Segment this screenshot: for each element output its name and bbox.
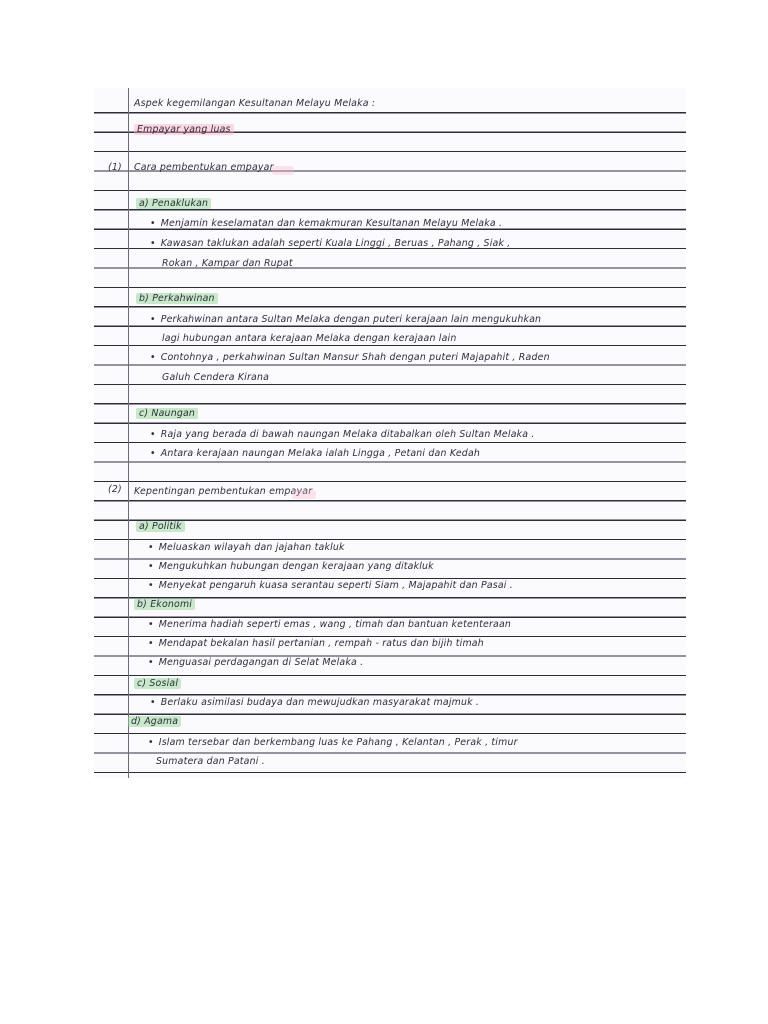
margin-line — [128, 88, 129, 778]
section-2-number: (2) — [108, 484, 122, 495]
list-item: • Islam tersebar dan berkembang luas ke Pahang , Kelantan , Perak , timur — [148, 737, 518, 749]
heading-highlight — [292, 490, 316, 499]
list-item: • Berlaku asimilasi budaya dan mewujudkan masyarakat majmuk . — [150, 697, 479, 709]
list-item: • Antara kerajaan naungan Melaka ialah Lingga , Petani dan Kedah — [150, 448, 480, 460]
list-item: • Menjamin keselamatan dan kemakmuran Kesultanan Melayu Melaka . — [150, 218, 502, 230]
section-2c-label — [134, 678, 181, 690]
list-item: • Mengukuhkan hubungan dengan kerajaan yang ditakluk — [148, 561, 434, 573]
section-2b-label — [134, 599, 195, 611]
notebook-page — [94, 88, 686, 778]
page-subtitle — [134, 124, 234, 136]
section-1c-label — [136, 408, 198, 420]
section-2-heading — [134, 486, 312, 498]
section-1a-label-text: a) Penaklukan — [136, 198, 211, 209]
list-item-continuation: Galuh Cendera Kirana — [162, 372, 270, 383]
section-2b-label-text: b) Ekonomi — [134, 599, 195, 610]
list-item: • Menyekat pengaruh kuasa serantau seperti Siam , Majapahit dan Pasai . — [148, 580, 513, 592]
list-item: • Menguasai perdagangan di Selat Melaka . — [148, 657, 363, 669]
section-2a-label — [136, 521, 185, 533]
page-title: Aspek kegemilangan Kesultanan Melayu Melaka : — [134, 98, 376, 109]
section-2c-label-text: c) Sosial — [134, 678, 181, 689]
section-1-heading-text: Cara pembentukan empayar — [134, 162, 274, 173]
section-1-heading — [134, 162, 274, 174]
section-1a-label — [136, 198, 211, 210]
section-2-heading-text: Kepentingan pembentukan empayar — [134, 486, 313, 497]
list-item: • Contohnya , perkahwinan Sultan Mansur Shah dengan puteri Majapahit , Raden — [150, 352, 550, 364]
list-item: • Perkahwinan antara Sultan Melaka dengan puteri kerajaan lain mengukuhkan — [150, 314, 541, 326]
list-item: • Meluaskan wilayah dan jajahan takluk — [148, 542, 345, 554]
section-2a-label-text: a) Politik — [136, 521, 185, 532]
section-1b-label — [136, 293, 218, 305]
section-2d-label — [128, 716, 181, 728]
list-item: • Raja yang berada di bawah naungan Melaka ditabalkan oleh Sultan Melaka . — [150, 429, 535, 441]
subtitle-text: Empayar yang luas — [134, 124, 234, 135]
list-item: • Mendapat bekalan hasil pertanian , rempah - ratus dan bijih timah — [148, 638, 484, 650]
list-item-continuation: Sumatera dan Patani . — [156, 756, 265, 767]
list-item: • Menerima hadiah seperti emas , wang , timah dan bantuan ketenteraan — [148, 619, 511, 631]
list-item-continuation: Rokan , Kampar dan Rupat — [162, 258, 293, 269]
section-2d-label-text: d) Agama — [128, 716, 181, 727]
section-1b-label-text: b) Perkahwinan — [136, 293, 218, 304]
list-item-continuation: lagi hubungan antara kerajaan Melaka dengan kerajaan lain — [162, 333, 457, 344]
heading-highlight — [272, 166, 294, 175]
list-item: • Kawasan taklukan adalah seperti Kuala Linggi , Beruas , Pahang , Siak , — [150, 238, 510, 250]
section-1c-label-text: c) Naungan — [136, 408, 198, 419]
section-1-number: (1) — [108, 162, 122, 173]
